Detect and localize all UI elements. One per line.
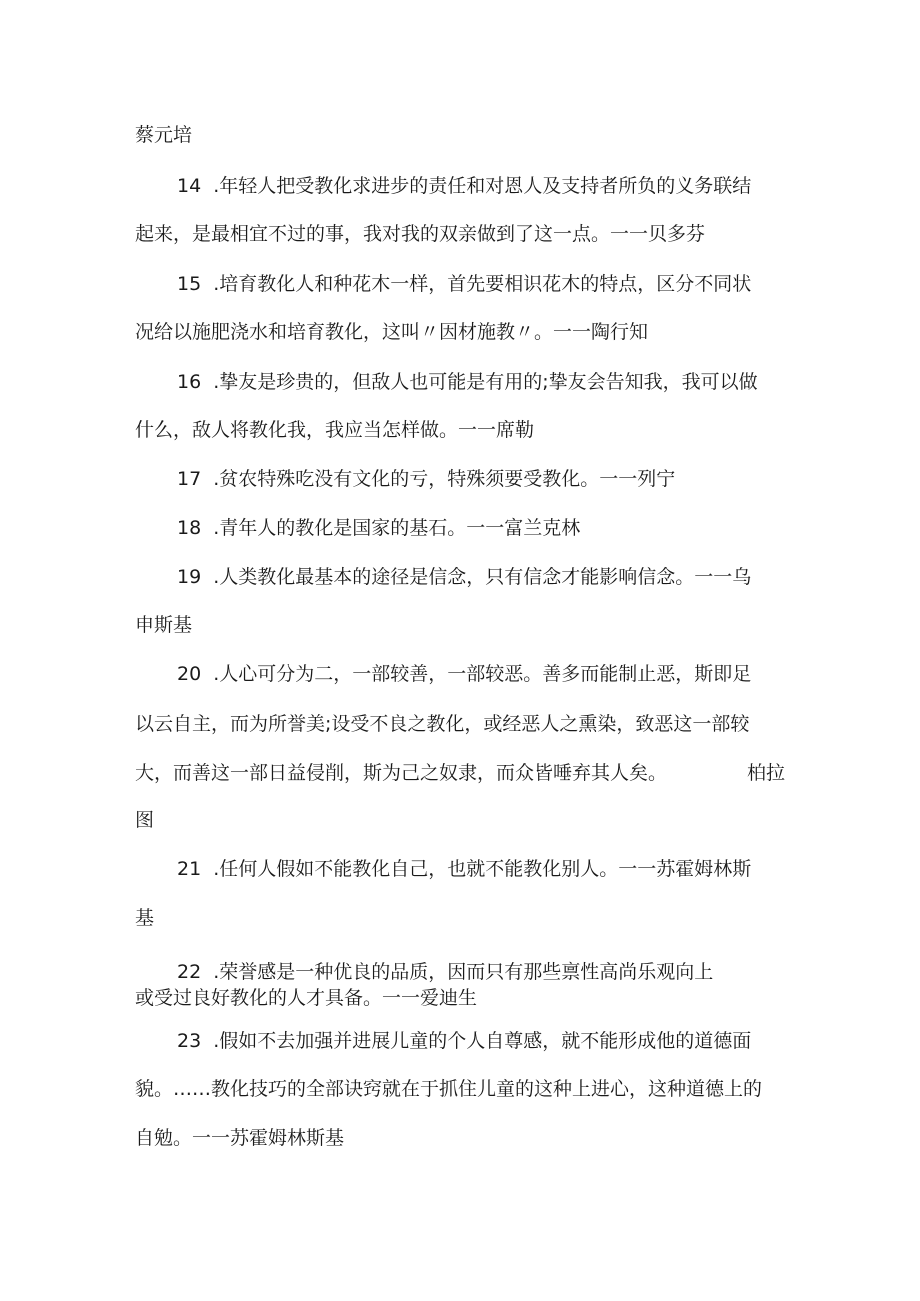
quote-number: 16 [177, 371, 202, 393]
quote-text: .年轻人把受教化求进步的责任和对恩人及支持者所负的义务联结 [213, 175, 752, 197]
quote-19-line-1 [177, 565, 751, 589]
quote-16-line-1 [177, 370, 758, 394]
quote-text: .培育教化人和种花木一样，首先要相识花木的特点，区分不同状 [213, 273, 752, 295]
quote-20-author-part: 柏拉 [747, 762, 786, 784]
quote-text: .荣誉感是一种优良的品质，因而只有那些禀性高尚乐观向上 [213, 961, 714, 983]
quote-16-line-2: 什么，敌人将教化我，我应当怎样做。一一席勒 [135, 419, 535, 441]
quote-number: 15 [177, 273, 202, 295]
quote-text: .人类教化最基本的途径是信念，只有信念才能影响信念。一一乌 [213, 566, 752, 588]
quote-14-line-2: 起来，是最相宜不过的事，我对我的双亲做到了这一点。一一贝多芬 [135, 223, 706, 245]
quote-number: 21 [177, 858, 202, 880]
quote-21-line-1 [177, 857, 751, 881]
quote-text: .假如不去加强并进展儿童的个人自尊感，就不能形成他的道德面 [213, 1030, 752, 1052]
quote-23-line-3: 自勉。一一苏霍姆林斯基 [135, 1127, 345, 1149]
quote-text: .挚友是珍贵的，但敌人也可能是有用的;挚友会告知我，我可以做 [213, 371, 758, 393]
quote-text: .人心可分为二，一部较善，一部较恶。善多而能制止恶，斯即足 [213, 663, 752, 685]
quote-15-line-1 [177, 272, 751, 296]
quote-number: 23 [177, 1030, 202, 1052]
quote-number: 17 [177, 468, 202, 490]
quote-23-line-2: 貌。……教化技巧的全部诀窍就在于抓住儿童的这种上进心，这种道德上的 [135, 1078, 763, 1100]
quote-20-line-4: 图 [135, 809, 155, 831]
quote-text: .贫农特殊吃没有文化的亏，特殊须要受教化。一一列宁 [213, 468, 676, 490]
quote-21-line-2: 基 [135, 907, 155, 929]
quote-22-line-2: 或受过良好教化的人才具备。一一爱迪生 [135, 987, 478, 1009]
quote-17-line-1 [177, 467, 675, 491]
quote-number: 18 [177, 517, 202, 539]
quote-number: 14 [177, 175, 202, 197]
quote-15-line-2: 况给以施肥浇水和培育教化，这叫〃因材施教〃。一一陶行知 [135, 321, 649, 343]
quote-23-line-1 [177, 1029, 751, 1053]
quote-14-line-1 [177, 174, 751, 198]
quote-20-line-1 [177, 662, 751, 686]
quote-22-line-1 [177, 960, 713, 984]
quote-number: 22 [177, 961, 202, 983]
quote-text: .任何人假如不能教化自己，也就不能教化别人。一一苏霍姆林斯 [213, 858, 752, 880]
continued-author: 蔡元培 [135, 124, 193, 146]
quote-text: .青年人的教化是国家的基石。一一富兰克林 [213, 517, 581, 539]
quote-20-line-3: 大，而善这一部日益侵削，斯为己之奴隶，而众皆唾弃其人矣。 [135, 762, 668, 784]
quote-19-line-2: 申斯基 [135, 614, 193, 636]
quote-number: 19 [177, 566, 202, 588]
quote-number: 20 [177, 663, 202, 685]
quote-20-line-2: 以云自主，而为所誉美;设受不良之教化，或经恶人之熏染，致恶这一部较 [135, 713, 750, 735]
quote-18-line-1 [177, 516, 580, 540]
